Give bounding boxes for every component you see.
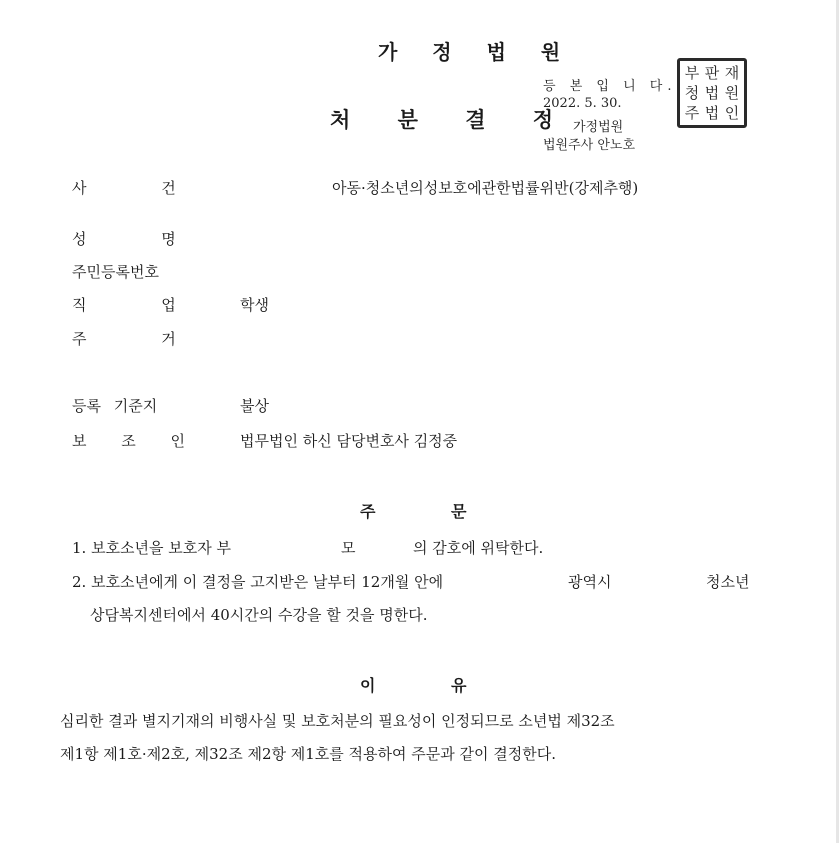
seal-char: 부 xyxy=(684,64,700,82)
seal-char: 법 xyxy=(704,84,720,102)
disposition-item-2b: 광역시 xyxy=(568,573,612,591)
case-label: 사 건 xyxy=(72,179,176,197)
seal-char: 인 xyxy=(724,104,740,122)
certification-court: 가정법원 xyxy=(573,120,624,135)
document-title: 처 분 결 정 xyxy=(330,107,574,132)
court-name: 가 정 법 원 xyxy=(378,40,575,64)
case-value: 아동·청소년의성보호에관한법률위반(강제추행) xyxy=(332,179,639,197)
seal-char: 청 xyxy=(684,84,700,102)
disposition-item-2a: 2. 보호소년에게 이 결정을 고지받은 날부터 12개월 안에 xyxy=(72,573,444,591)
reason-line-2: 제1항 제1호·제2호, 제32조 제2항 제1호를 적용하여 주문과 같이 결정한다. xyxy=(60,745,556,763)
occupation-value: 학생 xyxy=(240,296,269,314)
seal-char: 주 xyxy=(684,104,700,122)
disposition-heading: 주 문 xyxy=(360,502,467,521)
certified-copy-text: 등 본 입 니 다. xyxy=(543,79,677,94)
disposition-item-1b: 모 xyxy=(341,539,356,557)
name-label: 성 명 xyxy=(72,230,176,248)
reason-heading: 이 유 xyxy=(360,676,467,695)
assistant-label: 보 조 인 xyxy=(72,432,186,450)
certification-clerk: 법원주사 안노호 xyxy=(543,138,636,153)
seal-char: 원 xyxy=(724,84,740,102)
seal-char: 법 xyxy=(704,104,720,122)
disposition-item-1a: 1. 보호소년을 보호자 부 xyxy=(72,539,232,557)
reason-line-1: 심리한 결과 별지기재의 비행사실 및 보호처분의 필요성이 인정되므로 소년법 제32조 xyxy=(60,712,615,730)
court-seal-stamp xyxy=(677,58,747,128)
occupation-label: 직 업 xyxy=(72,296,176,314)
assistant-value: 법무법인 하신 담당변호사 김정중 xyxy=(240,432,458,450)
disposition-item-2c: 청소년 xyxy=(706,573,750,591)
resident-number-label: 주민등록번호 xyxy=(72,263,159,281)
disposition-item-1c: 의 감호에 위탁한다. xyxy=(413,539,544,557)
certification-date: 2022. 5. 30. xyxy=(543,96,622,111)
seal-char: 재 xyxy=(724,64,740,82)
disposition-item-2-continued: 상담복지센터에서 40시간의 수강을 할 것을 명한다. xyxy=(90,606,428,624)
domicile-label: 등록 기준지 xyxy=(72,397,158,415)
address-label: 주 거 xyxy=(72,330,176,348)
seal-char: 판 xyxy=(704,64,720,82)
domicile-value: 불상 xyxy=(240,397,269,415)
